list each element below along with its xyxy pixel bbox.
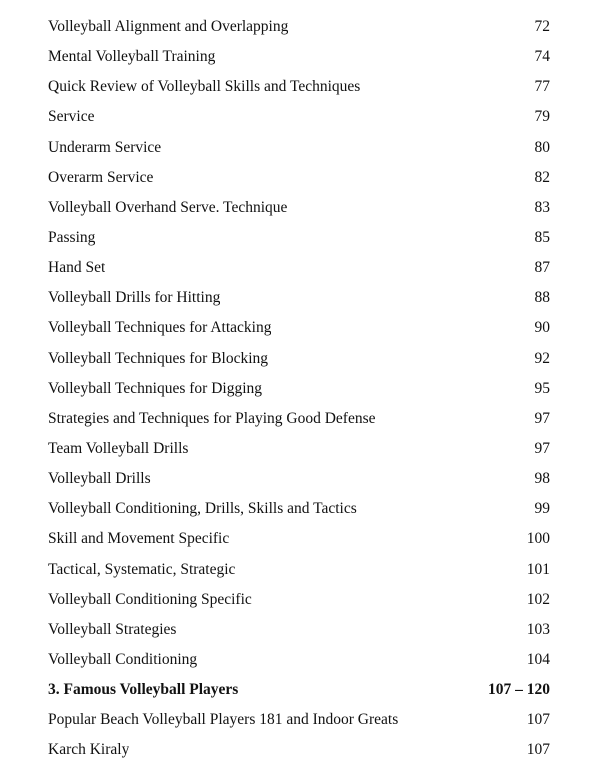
toc-entry-page: 107 — [526, 741, 550, 759]
toc-entry-page: 101 — [526, 560, 550, 578]
toc-entry — [48, 313, 550, 343]
toc-entry-title: Volleyball Strategies — [48, 620, 177, 638]
toc-entry-page: 97 — [534, 409, 550, 427]
toc-entry-title: Volleyball Conditioning, Drills, Skills and Tactics — [48, 500, 357, 518]
toc-entry-title: Volleyball Drills — [48, 470, 151, 488]
toc-entry-title: Volleyball Techniques for Blocking — [48, 349, 269, 367]
toc-entry-title: Volleyball Drills for Hitting — [48, 289, 221, 307]
toc-entry — [48, 133, 550, 163]
toc-entry — [48, 645, 550, 675]
toc-entry-page: 97 — [534, 439, 550, 457]
toc-entry-page: 103 — [526, 620, 550, 638]
toc-entry-title: Karch Kiraly — [48, 741, 130, 759]
toc-entry-page: 79 — [534, 108, 550, 126]
toc-entry-title: Volleyball Overhand Serve. Technique — [48, 198, 288, 216]
toc-entry — [48, 524, 550, 554]
toc-entry-title: Overarm Service — [48, 168, 154, 186]
toc-section-heading — [48, 675, 550, 705]
toc-entry — [48, 102, 550, 132]
toc-entry-page: 88 — [534, 289, 550, 307]
toc-entry-page: 74 — [534, 48, 550, 66]
toc-entry-page: 102 — [526, 590, 550, 608]
toc-entry — [48, 434, 550, 464]
toc-entry — [48, 404, 550, 434]
toc-entry-title: Skill and Movement Specific — [48, 530, 230, 548]
toc-entry — [48, 555, 550, 585]
toc-entry-title: Volleyball Techniques for Attacking — [48, 319, 272, 337]
toc-entry-page: 83 — [534, 198, 550, 216]
toc-entry-title: Popular Beach Volleyball Players 181 and Indoor Greats — [48, 711, 399, 729]
toc-entry — [48, 12, 550, 42]
toc-entry — [48, 72, 550, 102]
toc-entry — [48, 193, 550, 223]
toc-entry-title: Service — [48, 108, 95, 126]
toc-entry-title: Volleyball Alignment and Overlapping — [48, 18, 289, 35]
toc-entry-page: 72 — [534, 18, 550, 35]
toc-entry-page: 77 — [534, 78, 550, 96]
toc-entry-page: 87 — [534, 259, 550, 277]
toc-entry — [48, 615, 550, 645]
toc-entry-page: 100 — [526, 530, 550, 548]
toc-entry-title: Volleyball Techniques for Digging — [48, 379, 263, 397]
toc-entry — [48, 464, 550, 494]
toc-entry — [48, 494, 550, 524]
toc-section-title: 3. Famous Volleyball Players — [48, 681, 239, 699]
table-of-contents — [48, 12, 550, 766]
toc-entry — [48, 585, 550, 615]
toc-entry — [48, 163, 550, 193]
toc-entry-page: 98 — [534, 470, 550, 488]
toc-entry — [48, 42, 550, 72]
toc-entry — [48, 283, 550, 313]
toc-entry-title: Quick Review of Volleyball Skills and Techniques — [48, 78, 361, 96]
toc-entry-page: 80 — [534, 138, 550, 156]
toc-entry-page: 95 — [534, 379, 550, 397]
toc-entry-title: Hand Set — [48, 259, 106, 277]
toc-entry-title: Strategies and Techniques for Playing Good Defense — [48, 409, 376, 427]
toc-entry — [48, 223, 550, 253]
toc-entry-page: 85 — [534, 228, 550, 246]
toc-entry — [48, 344, 550, 374]
toc-entry — [48, 735, 550, 765]
toc-entry-page: 107 — [526, 711, 550, 729]
toc-entry-title: Team Volleyball Drills — [48, 439, 189, 457]
toc-section-page-range: 107 – 120 — [488, 681, 550, 699]
toc-entry-title: Tactical, Systematic, Strategic — [48, 560, 236, 578]
toc-entry — [48, 705, 550, 735]
toc-entry-page: 92 — [534, 349, 550, 367]
toc-entry — [48, 253, 550, 283]
toc-entry — [48, 374, 550, 404]
toc-entry-page: 99 — [534, 500, 550, 518]
toc-entry-page: 82 — [534, 168, 550, 186]
toc-entry-title: Volleyball Conditioning — [48, 650, 198, 668]
toc-entry-title: Passing — [48, 228, 96, 246]
toc-entry-page: 90 — [534, 319, 550, 337]
toc-entry-page: 104 — [526, 650, 550, 668]
toc-entry-title: Mental Volleyball Training — [48, 48, 216, 66]
toc-entry-title: Underarm Service — [48, 138, 162, 156]
toc-entry-title: Volleyball Conditioning Specific — [48, 590, 252, 608]
